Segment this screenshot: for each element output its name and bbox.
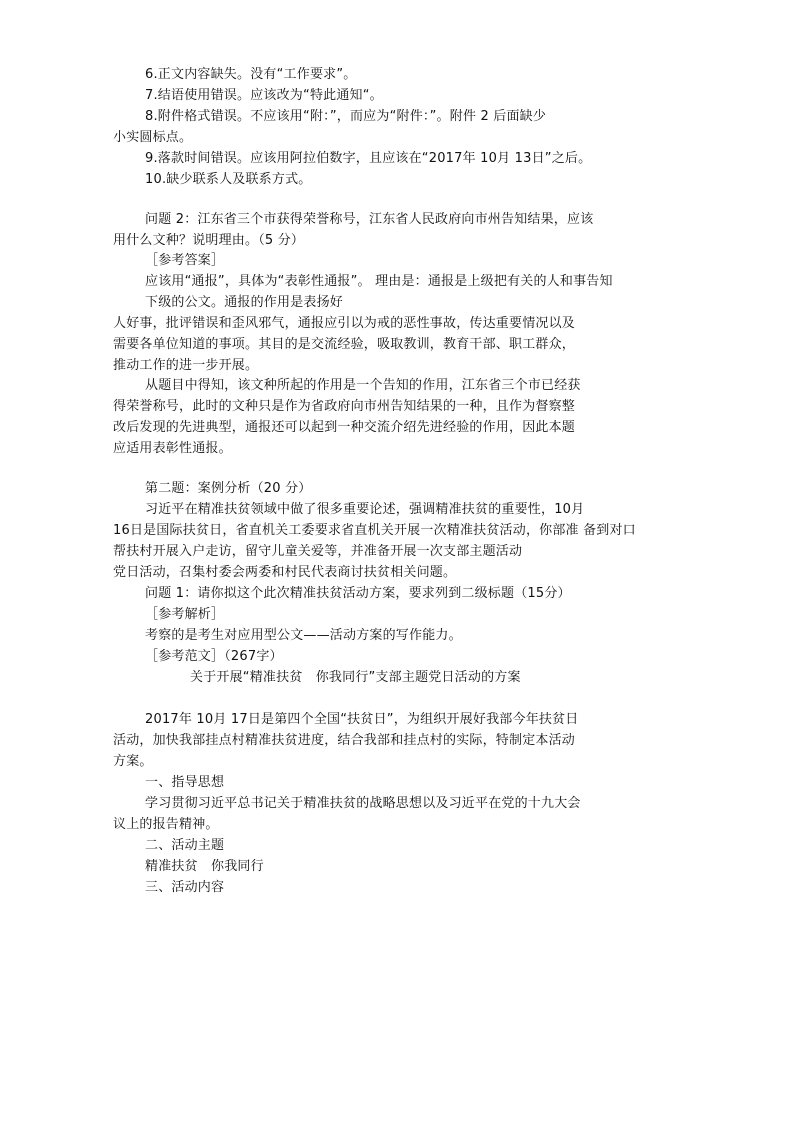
item-8: 8.附件格式错误。不应该用“附：”，而应为“附件：”。附件 2 后面缺少 [145,109,547,124]
answer-paragraph-1-line-5: 推动工作的进一步开展。 [113,358,259,373]
answer-paragraph-1: 应该用“通报”，具体为“表彰性通报”。 理由是：通报是上级把有关的人和事告知 [145,274,613,289]
item-9: 9.落款时间错误。应该用阿拉伯数字，且应该在“2017年 10月 13日”之后。 [145,151,592,166]
activity-theme-text: 精准扶贫 你我同行 [145,859,264,874]
question-1: 问题 1：请你拟这个此次精准扶贫活动方案，要求列到二级标题（15分） [145,586,571,601]
case-paragraph-line-2: 16日是国际扶贫日，省直机关工委要求省直机关开展一次精准扶贫活动，你部准 备到对口 [113,523,636,538]
section-2-heading: 第二题：案例分析（20 分） [145,481,312,496]
answer-paragraph-2-line-4: 应适用表彰性通报。 [113,441,232,456]
answer-paragraph-2: 从题目中得知，该文种所起的作用是一个告知的作用，江东省三个市已经获 [145,378,581,393]
case-paragraph: 习近平在精准扶贫领域中做了很多重要论述，强调精准扶贫的重要性，10月 [145,502,585,517]
answer-paragraph-1-line-2: 下级的公文。通报的作用是表扬好 [145,295,344,310]
guiding-thought-text: 学习贯彻习近平总书记关于精准扶贫的战略思想以及习近平在党的十九大会 [145,796,581,811]
item-10: 10.缺少联系人及联系方式。 [145,172,312,187]
case-paragraph-line-4: 党日活动，召集村委会两委和村民代表商讨扶贫相关问题。 [113,565,457,580]
answer-paragraph-2-line-2: 得荣誉称号，此时的文种只是作为省政府向市州告知结果的一种，且作为督察整 [113,399,576,414]
heading-activity-theme: 二、活动主题 [145,838,225,853]
sample-title: 关于开展“精准扶贫 你我同行”支部主题党日活动的方案 [190,670,521,685]
sample-intro-line-3: 方案。 [113,754,153,769]
answer-paragraph-2-line-3: 改后发现的先进典型，通报还可以起到一种交流介绍先进经验的作用，因此本题 [113,420,576,435]
question-2-continued: 用什么文种？说明理由。（5 分） [113,233,305,248]
reference-sample-heading: ［参考范文］（267字） [145,649,283,664]
item-6: 6.正文内容缺失。没有“工作要求”。 [145,67,357,82]
heading-activity-content: 三、活动内容 [145,880,225,895]
sample-intro-line-2: 活动，加快我部挂点村精准扶贫进度，结合我部和挂点村的实际，特制定本活动 [113,733,576,748]
analysis-text: 考察的是考生对应用型公文——活动方案的写作能力。 [145,628,462,643]
sample-intro: 2017年 10月 17日是第四个全国“扶贫日”，为组织开展好我部今年扶贫日 [145,712,579,727]
case-paragraph-line-3: 帮扶村开展入户走访，留守儿童关爱等，并准备开展一次支部主题活动 [113,544,523,559]
answer-paragraph-1-line-4: 需要各单位知道的事项。其目的是交流经验，吸取教训，教育干部、职工群众， [113,337,576,352]
item-7: 7.结语使用错误。应该改为“特此通知“。 [145,88,383,103]
reference-answer-heading: ［参考答案］ [145,253,225,268]
reference-analysis-heading: ［参考解析］ [145,607,225,622]
item-8-continued: 小实圆标点。 [113,130,193,145]
guiding-thought-text-line-2: 议上的报告精神。 [113,817,219,832]
question-2: 问题 2：江东省三个市获得荣誉称号，江东省人民政府向市州告知结果，应该 [145,212,594,227]
answer-paragraph-1-line-3: 人好事，批评错误和歪风邪气，通报应引以为戒的恶性事故，传达重要情况以及 [113,316,576,331]
heading-guiding-thought: 一、指导思想 [145,775,225,790]
